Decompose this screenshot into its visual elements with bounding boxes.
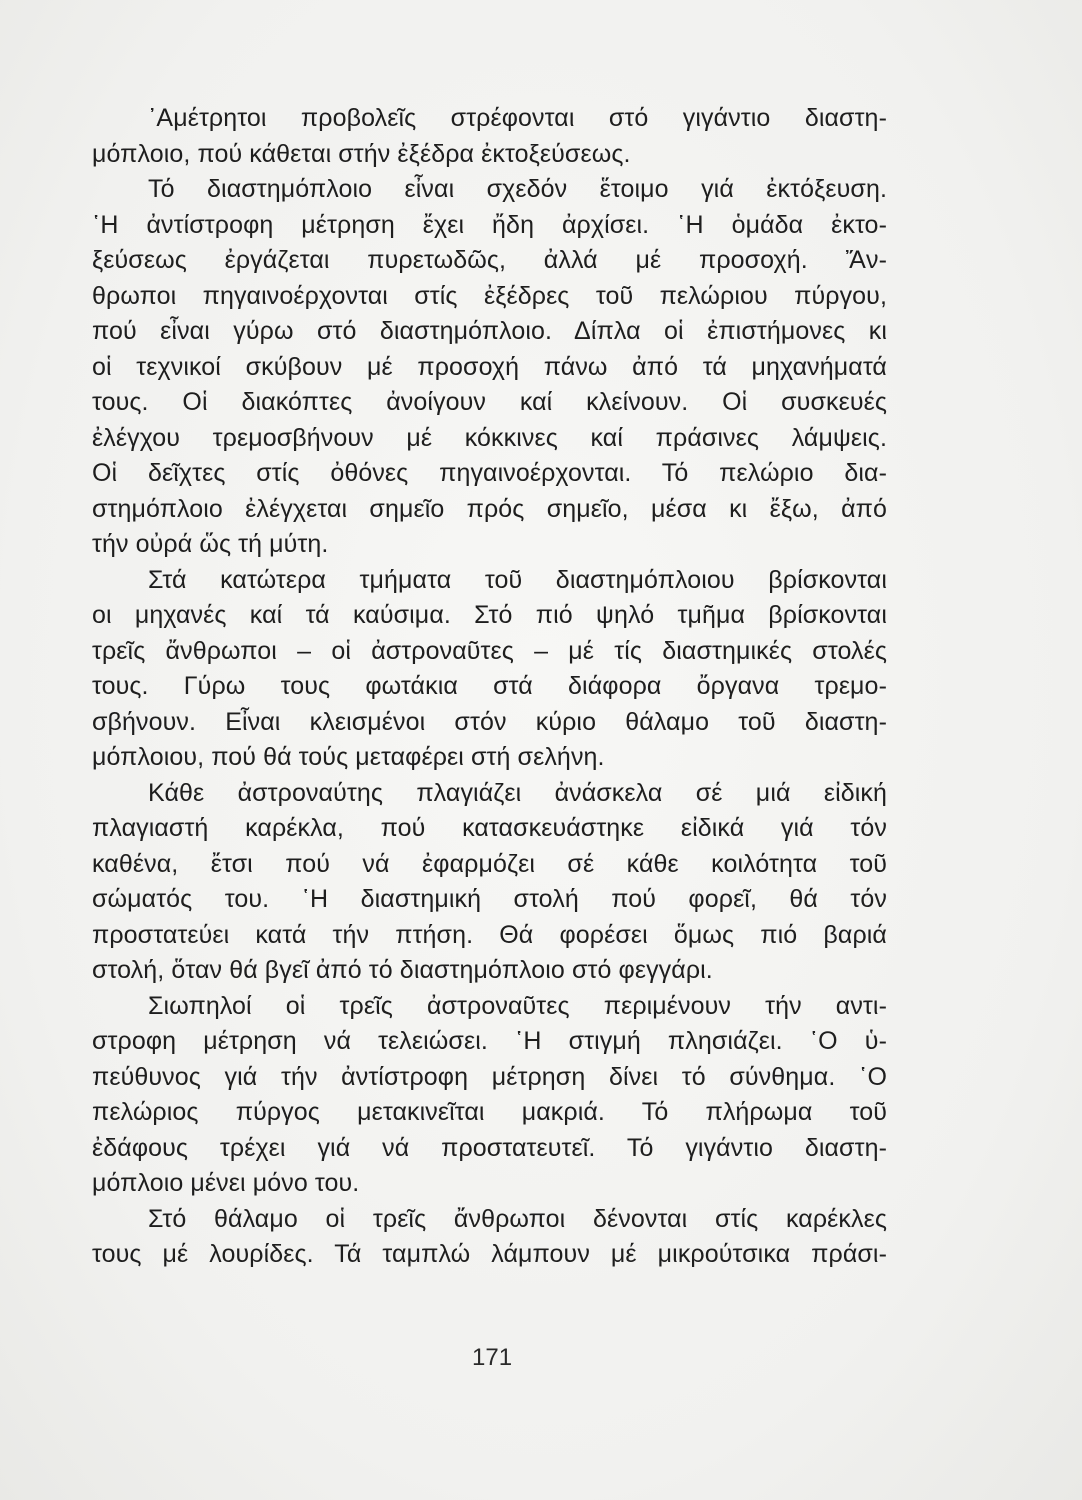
text-line: σβήνουν. Εἶναι κλεισμένοι στόν κύριο θάλαμο τοῦ διαστη-: [92, 707, 887, 736]
text-line: τους. Οἱ διακόπτες ἀνοίγουν καί κλείνουν. Οἱ συσκευές: [92, 388, 887, 416]
text-line: στροφη μέτρηση νά τελειώσει. ῾Η στιγμή πλησιάζει. ῾Ο ὑ-: [92, 1027, 887, 1055]
text-line: πεύθυνος γιά τήν ἀντίστροφη μέτρηση δίνει τό σύνθημα. ῾Ο: [92, 1062, 887, 1091]
text-line: οι μηχανές καί τά καύσιμα. Στό πιό ψηλό τμῆμα βρίσκονται: [92, 601, 887, 629]
text-line: ἐδάφους τρέχει γιά νά προστατευτεῖ. Τό γιγάντιο διαστη-: [92, 1133, 887, 1162]
text-line: καθένα, ἔτσι πού νά ἐφαρμόζει σέ κάθε κοιλότητα τοῦ: [92, 849, 887, 878]
text-line: Σιωπηλοί οἱ τρεῖς ἀστροναῦτες περιμένουν τήν αντι-: [148, 991, 887, 1020]
text-line: μόπλοιου, πού θά τούς μεταφέρει στή σελήνη.: [92, 743, 605, 771]
text-line: ᾽Αμέτρητοι προβολεῖς στρέφονται στό γιγάντιο διαστη-: [148, 104, 887, 132]
text-line: σώματός του. ῾Η διαστημική στολή πού φορεῖ, θά τόν: [92, 885, 887, 913]
text-line: τρεῖς ἄνθρωποι – οἱ ἀστροναῦτες – μέ τίς διαστημικές στολές: [92, 636, 887, 665]
body-text: [92, 101, 887, 1273]
text-line: Στά κατώτερα τμήματα τοῦ διαστημόπλοιου βρίσκονται: [148, 565, 887, 594]
text-line: Οἱ δεῖχτες στίς ὀθόνες πηγαινοέρχονται. Τό πελώριο δια-: [92, 459, 887, 487]
text-line: Κάθε ἀστροναύτης πλαγιάζει ἀνάσκελα σέ μιά εἰδική: [148, 778, 887, 807]
text-line: μόπλοιο μένει μόνο του.: [92, 1169, 360, 1197]
text-line: Τό διαστημόπλοιο εἶναι σχεδόν ἕτοιμο γιά ἐκτόξευση.: [148, 175, 887, 203]
text-line: οἱ τεχνικοί σκύβουν μέ προσοχή πάνω ἀπό τά μηχανήματά: [92, 352, 887, 381]
text-line: τους. Γύρω τους φωτάκια στά διάφορα ὄργανα τρεμο-: [92, 672, 887, 700]
text-line: θρωποι πηγαινοέρχονται στίς ἐξέδρες τοῦ πελώριου πύργου,: [92, 281, 887, 310]
text-line: πελώριος πύργος μετακινεῖται μακριά. Τό πλήρωμα τοῦ: [92, 1098, 887, 1126]
page-number: 171: [472, 1344, 513, 1371]
text-line: πλαγιαστή καρέκλα, πού κατασκευάστηκε εἰδικά γιά τόν: [92, 814, 887, 842]
text-line: τους μέ λουρίδες. Τά ταμπλώ λάμπουν μέ μικρούτσικα πράσι-: [92, 1240, 887, 1268]
text-line: ῾Η ἀντίστροφη μέτρηση ἔχει ἤδη ἀρχίσει. ῾Η ὁμάδα ἐκτο-: [92, 210, 887, 239]
text-line: ἐλέγχου τρεμοσβήνουν μέ κόκκινες καί πράσινες λάμψεις.: [92, 423, 887, 452]
text-line: Στό θάλαμο οἱ τρεῖς ἄνθρωποι δένονται στίς καρέκλες: [148, 1204, 887, 1233]
text-line: ξεύσεως ἐργάζεται πυρετωδῶς, ἀλλά μέ προσοχή. Ἄν-: [92, 246, 887, 274]
text-line: στολή, ὅταν θά βγεῖ ἀπό τό διαστημόπλοιο στό φεγγάρι.: [92, 956, 713, 984]
text-line: μόπλοιο, πού κάθεται στήν ἐξέδρα ἐκτοξεύσεως.: [92, 139, 631, 168]
text-line: στημόπλοιο ἐλέγχεται σημεῖο πρός σημεῖο, μέσα κι ἔξω, ἀπό: [92, 494, 887, 523]
text-line: πού εἶναι γύρω στό διαστημόπλοιο. Δίπλα οἱ ἐπιστήμονες κι: [92, 317, 887, 345]
text-line: τήν οὐρά ὥς τή μύτη.: [92, 530, 329, 558]
text-line: προστατεύει κατά τήν πτήση. Θά φορέσει ὅμως πιό βαριά: [92, 920, 887, 949]
